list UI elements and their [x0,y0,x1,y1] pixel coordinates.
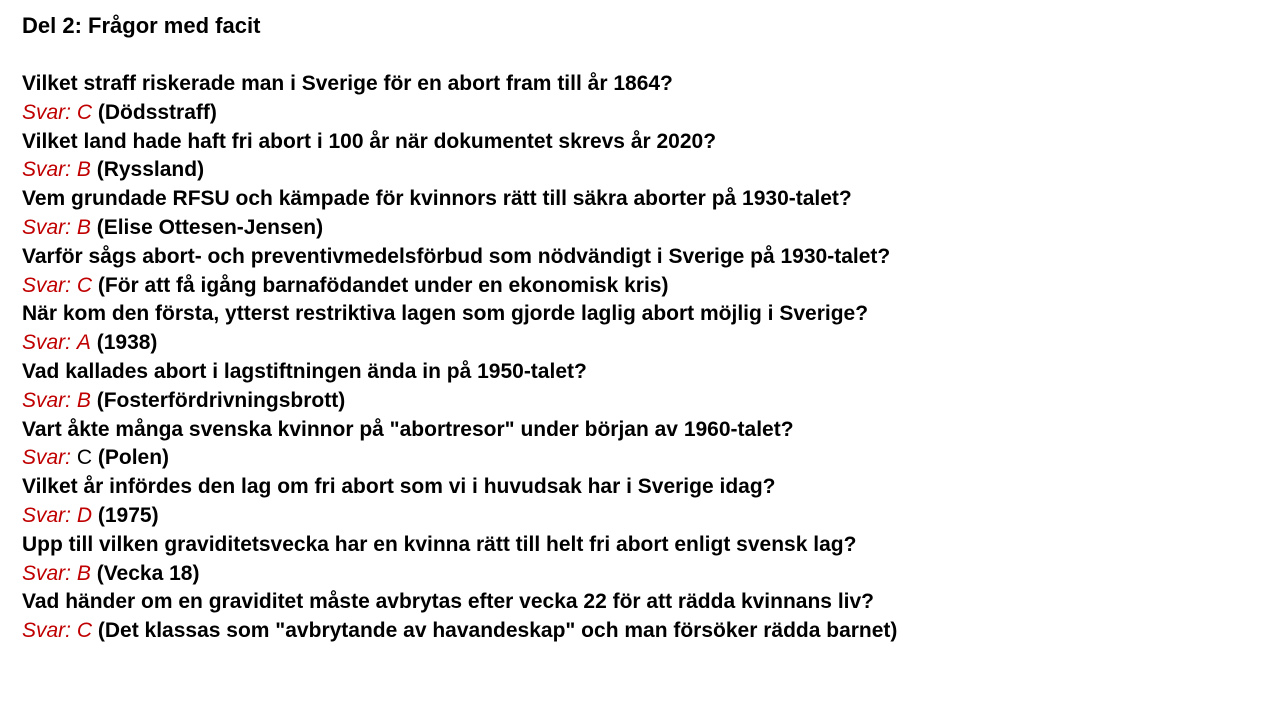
svar-label: Svar: [22,331,72,355]
answer-letter: B [76,215,91,239]
answer-letter: C [76,100,93,124]
question-line: Vad händer om en graviditet måste avbrytas efter vecka 22 för att rädda kvinnans liv? [22,590,874,614]
svar-label: Svar: [22,215,72,239]
svar-label: Svar: [22,446,72,470]
answer-line [22,617,1262,646]
answer-line [22,272,1262,301]
question-line: När kom den första, ytterst restriktiva lagen som gjorde laglig abort möjlig i Sverige? [22,302,869,326]
svar-label: Svar: [22,561,72,585]
answer-letter: B [76,561,91,585]
question-line: Vilket land hade haft fri abort i 100 år när dokumentet skrevs år 2020? [22,129,717,153]
question-line: Vart åkte många svenska kvinnor på "abortresor" under början av 1960-talet? [22,417,794,441]
answer-letter: C [76,446,93,470]
answer-line [22,156,1262,185]
answer-letter: B [76,158,91,182]
answer-text: (Det klassas som "avbrytande av havandeskap" och man försöker rädda barnet) [97,619,898,643]
answer-text: (Ryssland) [96,158,205,182]
answer-line [22,329,1262,358]
svar-label: Svar: [22,273,72,297]
svar-label: Svar: [22,158,72,182]
svar-label: Svar: [22,100,72,124]
svar-label: Svar: [22,619,72,643]
svar-label: Svar: [22,388,72,412]
answer-line [22,214,1262,243]
slide [22,12,1262,646]
slide-title: Del 2: Frågor med facit [22,13,261,38]
answer-text: (Elise Ottesen-Jensen) [96,215,324,239]
question-line: Vad kallades abort i lagstiftningen ända in på 1950-talet? [22,359,587,383]
answer-line [22,444,1262,473]
question-line: Varför sågs abort- och preventivmedelsförbud som nödvändigt i Sverige på 1930-talet? [22,244,891,268]
answer-text: (1975) [97,503,159,527]
answer-letter: C [76,273,93,297]
answer-letter: B [76,388,91,412]
answer-letter: A [76,331,91,355]
answer-line [22,99,1262,128]
answer-text: (Dödsstraff) [97,100,217,124]
question-line: Vilket år infördes den lag om fri abort som vi i huvudsak har i Sverige idag? [22,475,776,499]
answer-letter: C [76,619,93,643]
answer-line [22,502,1262,531]
answer-text: (Vecka 18) [96,561,200,585]
answer-text: (Polen) [97,446,170,470]
answer-line [22,387,1262,416]
question-line: Upp till vilken graviditetsvecka har en kvinna rätt till helt fri abort enligt svensk lag? [22,532,857,556]
answer-text: (1938) [96,331,158,355]
question-line: Vilket straff riskerade man i Sverige för en abort fram till år 1864? [22,72,673,95]
question-line: Vem grundade RFSU och kämpade för kvinnors rätt till säkra aborter på 1930-talet? [22,187,852,211]
answer-text: (För att få igång barnafödandet under en ekonomisk kris) [97,273,669,297]
svar-label: Svar: [22,503,72,527]
answer-letter: D [76,503,93,527]
qa-list [22,70,1262,646]
answer-line [22,560,1262,589]
answer-text: (Fosterfördrivningsbrott) [96,388,346,412]
